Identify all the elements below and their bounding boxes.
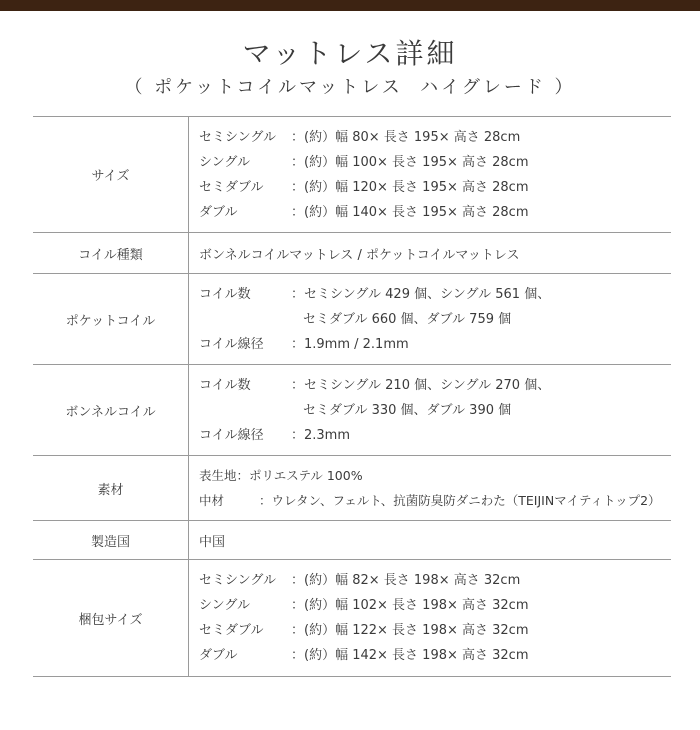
package-value: ：(約）幅 142× 長さ 198× 高さ 32cm [291,648,529,663]
bonnel-count-key: コイル数 [199,377,251,393]
bonnel-count-continuation: セミダブル 330 個、ダブル 390 個 [303,402,512,418]
material-filling-line [199,488,671,513]
bonnel-wire-line [199,423,671,448]
row-label-coil-type: コイル種類 [33,233,189,274]
row-label-pocket-coil: ポケットコイル [33,274,189,365]
pocket-count-line [199,282,671,307]
package-key: セミシングル [199,573,277,588]
material-filling-value: ：ウレタン、フェルト、抗菌防臭防ダニわた（TEIJINマイティトップ2） [259,493,661,508]
size-line [199,150,671,175]
pocket-wire-value: ：1.9mm / 2.1mm [291,336,409,352]
size-values [189,117,672,233]
material-values [189,456,672,521]
row-label-package-size: 梱包サイズ [33,560,189,677]
material-cover: 表生地：ポリエステル 100% [199,468,363,483]
row-label-size: サイズ [33,117,189,233]
size-key: シングル [199,154,251,170]
pocket-count-key: コイル数 [199,286,251,302]
page-subtitle: （ ポケットコイルマットレス ハイグレード ） [124,77,576,98]
row-label-material: 素材 [33,456,189,521]
package-line [199,643,671,668]
material-filling-key: 中材 [199,493,225,508]
size-line [199,175,671,200]
package-line [199,618,671,643]
size-value: ：(約）幅 100× 長さ 195× 高さ 28cm [291,154,529,170]
package-value: ：(約）幅 122× 長さ 198× 高さ 32cm [291,623,529,638]
pocket-count-value: ：セミシングル 429 個、シングル 561 個、 [291,286,551,302]
size-line [199,125,671,150]
pocket-wire-key: コイル線径 [199,336,264,352]
package-key: ダブル [199,648,238,663]
top-brand-bar [0,0,700,11]
row-pocket-coil [33,274,671,365]
size-value: ：(約）幅 120× 長さ 195× 高さ 28cm [291,179,529,195]
size-key: ダブル [199,204,238,220]
bonnel-wire-value: ：2.3mm [291,427,351,443]
pocket-count-continuation: セミダブル 660 個、ダブル 759 個 [303,311,512,327]
package-key: シングル [199,598,251,613]
size-key: セミシングル [199,129,277,145]
origin-value: 中国 [189,521,672,560]
bonnel-count-value: ：セミシングル 210 個、シングル 270 個、 [291,377,551,393]
row-size [33,117,671,233]
size-value: ：(約）幅 140× 長さ 195× 高さ 28cm [291,204,529,220]
package-value: ：(約）幅 102× 長さ 198× 高さ 32cm [291,598,529,613]
size-key: セミダブル [199,179,264,195]
size-line [199,200,671,225]
pocket-wire-line [199,332,671,357]
package-size-values [189,560,672,677]
row-label-origin: 製造国 [33,521,189,560]
package-line [199,568,671,593]
row-coil-type [33,233,671,274]
row-bonnel-coil [33,365,671,456]
spec-table [33,116,671,677]
package-key: セミダブル [199,623,264,638]
size-value: ：(約）幅 80× 長さ 195× 高さ 28cm [291,129,521,145]
bonnel-coil-values [189,365,672,456]
package-line [199,593,671,618]
page-title: マットレス詳細 [242,37,458,70]
row-package-size [33,560,671,677]
row-material [33,456,671,521]
row-origin [33,521,671,560]
pocket-coil-values [189,274,672,365]
bonnel-count-line [199,373,671,398]
bonnel-wire-key: コイル線径 [199,427,264,443]
package-value: ：(約）幅 82× 長さ 198× 高さ 32cm [291,573,521,588]
coil-type-value: ボンネルコイルマットレス / ポケットコイルマットレス [189,233,672,274]
row-label-bonnel-coil: ボンネルコイル [33,365,189,456]
